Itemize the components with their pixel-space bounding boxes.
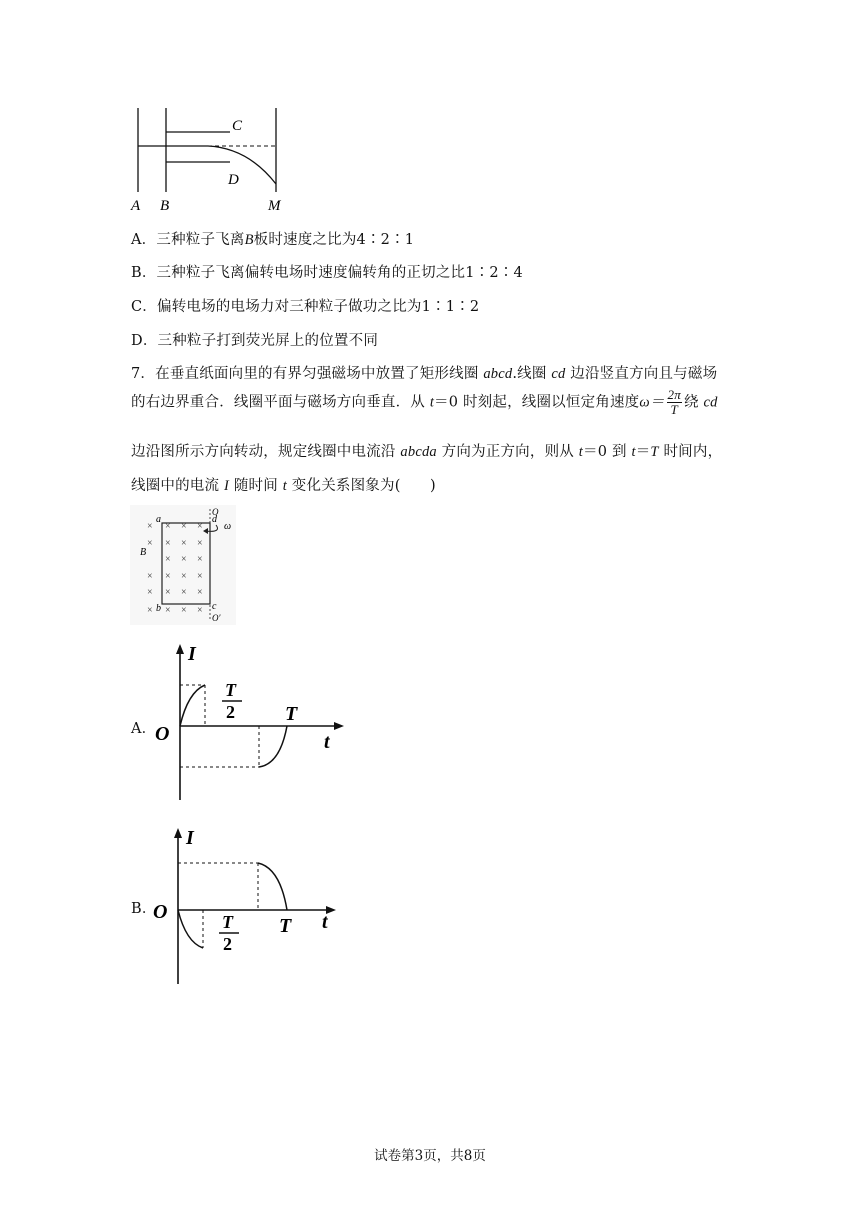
- axis-I: I: [186, 827, 194, 849]
- field-cross: ×: [181, 605, 187, 616]
- field-cross: ×: [147, 521, 153, 532]
- axis-t: t: [324, 731, 330, 753]
- origin-O: O: [155, 723, 170, 745]
- q6-option-d: D．三种粒子打到荧光屏上的位置不同: [131, 333, 379, 349]
- option-b-label: B．: [131, 901, 157, 917]
- field-cross: ×: [181, 521, 187, 532]
- omega-fraction: $\frac{2\pi}{T}$: [667, 387, 681, 417]
- axis-t: t: [322, 911, 328, 933]
- half-period-num: T: [225, 680, 236, 700]
- q6-option-a: A．三种粒子飞离B板时速度之比为4∶2∶1: [131, 232, 415, 248]
- field-cross: ×: [181, 538, 187, 549]
- period-T: T: [285, 703, 298, 725]
- q6-option-c: C．偏转电场的电场力对三种粒子做功之比为1∶1∶2: [131, 299, 480, 315]
- label-omega: ω: [224, 521, 232, 532]
- figure-deflection-apparatus: [128, 100, 288, 218]
- label-O-prime: O′: [212, 613, 221, 623]
- field-cross: ×: [197, 587, 203, 598]
- period-T: T: [279, 915, 292, 937]
- graph-a: [150, 640, 350, 805]
- origin-O: O: [153, 901, 168, 923]
- field-cross: ×: [181, 554, 187, 565]
- field-cross: ×: [147, 571, 153, 582]
- label-d: d: [212, 514, 217, 525]
- field-cross: ×: [147, 605, 153, 616]
- field-cross: ×: [197, 521, 203, 532]
- axis-I: I: [188, 643, 196, 665]
- field-cross: ×: [165, 605, 171, 616]
- field-cross: ×: [165, 521, 171, 532]
- page-footer: 试卷第3页，共8页: [374, 1148, 486, 1164]
- label-a: a: [156, 514, 161, 525]
- label-A: A: [131, 198, 141, 214]
- half-period-num: T: [222, 912, 233, 932]
- field-cross: ×: [165, 571, 171, 582]
- q6-option-b: B．三种粒子飞离偏转电场时速度偏转角的正切之比1∶2∶4: [131, 265, 523, 281]
- figure-coil-in-field: [130, 505, 236, 625]
- field-cross: ×: [181, 587, 187, 598]
- field-cross: ×: [197, 605, 203, 616]
- label-M: M: [268, 198, 281, 214]
- option-a-label: A．: [131, 721, 157, 737]
- q7-line-2: 的右边界重合．线圈平面与磁场方向垂直．从 t＝0 时刻起，线圈以恒定角速度ω＝ $\frac{2\pi}{T}$ 绕 cd: [131, 387, 718, 417]
- q7-line-4: 线圈中的电流 I 随时间 t 变化关系图象为( ): [131, 478, 436, 494]
- half-period-den: 2: [226, 702, 235, 722]
- field-cross: ×: [197, 538, 203, 549]
- graph-b: [150, 822, 350, 987]
- label-b: b: [156, 603, 161, 614]
- field-cross: ×: [165, 538, 171, 549]
- label-C: C: [232, 118, 243, 134]
- q7-line-1: 7．在垂直纸面向里的有界匀强磁场中放置了矩形线圈 abcd.线圈 cd 边沿竖直方向且与磁场: [131, 366, 718, 382]
- q7-line-3: 边沿图所示方向转动，规定线圈中电流沿 abcda 方向为正方向，则从 t＝0 到 t＝T 时间内，: [131, 444, 723, 460]
- field-cross: ×: [147, 587, 153, 598]
- field-cross: ×: [165, 587, 171, 598]
- label-B: B: [140, 547, 147, 558]
- label-D: D: [228, 172, 239, 188]
- label-B: B: [160, 198, 170, 214]
- field-cross: ×: [147, 538, 153, 549]
- label-c: c: [212, 601, 217, 612]
- field-cross: ×: [197, 571, 203, 582]
- field-cross: ×: [181, 571, 187, 582]
- field-cross: ×: [165, 554, 171, 565]
- half-period-den: 2: [223, 934, 232, 954]
- label-O: O: [212, 507, 219, 517]
- field-cross: ×: [197, 554, 203, 565]
